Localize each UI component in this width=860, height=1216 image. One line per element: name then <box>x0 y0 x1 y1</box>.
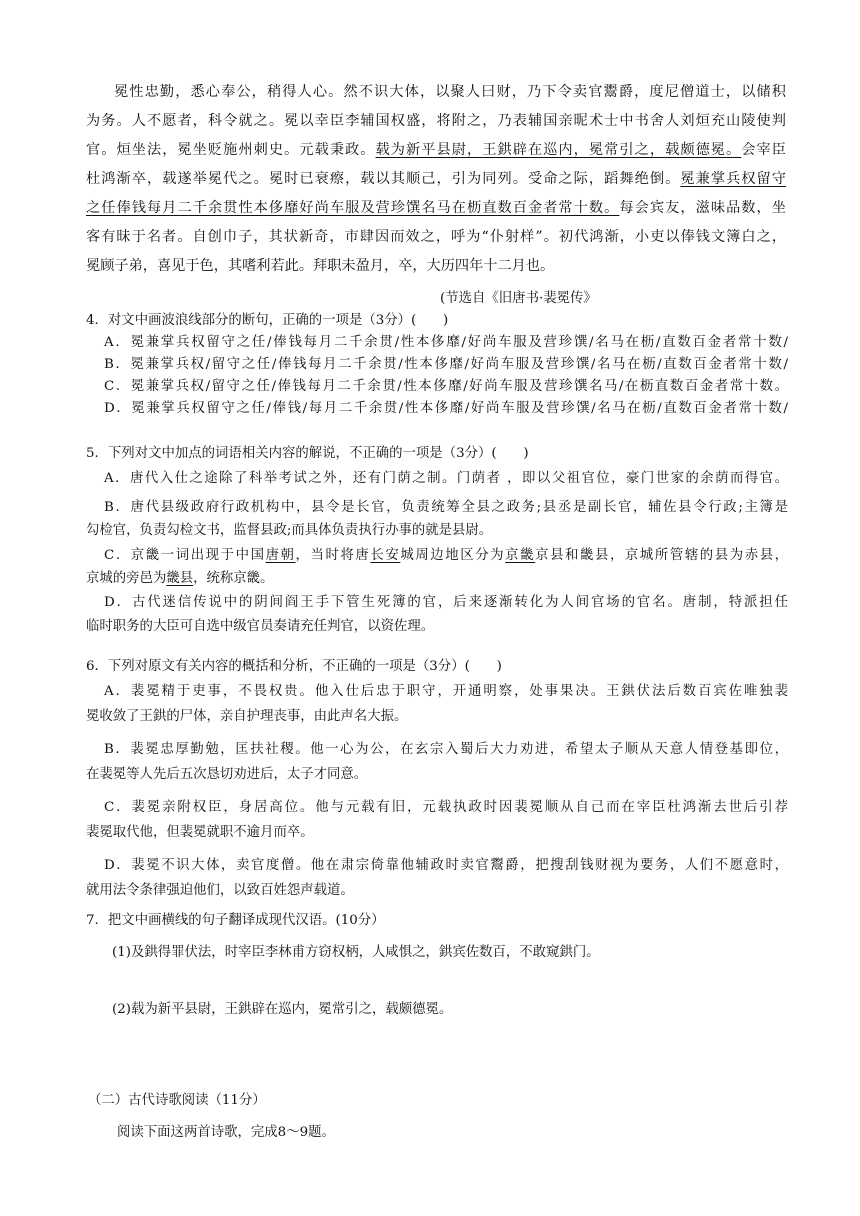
question-5-option-d: D．古代迷信传说中的阴间阎王手下管生死簿的官，后来逐渐转化为人间官场的官名。唐制，特派担任 <box>104 595 788 610</box>
question-6-option-b-cont: 在裴冕等人先后五次恳切劝进后，太子才同意。 <box>86 767 368 782</box>
question-7-sentence-2: (2)载为新平县尉，王鉷辟在巡内，冕常引之，载颇德冕。 <box>112 1002 453 1017</box>
section-2-intro: 阅读下面这两首诗歌，完成8～9题。 <box>117 1125 335 1140</box>
passage-line-6: 客有昧于名者。自创巾子，其状新奇，市肆因而效之，呼为“仆射样”。初代鸿渐，小吏以俸钱文簿白之， <box>86 229 786 245</box>
wavy-sentence-end: 之任俸钱每月二千余贯性本侈靡好尚车服及营珍馔名马在枥直数百金者常十数。 <box>86 200 620 216</box>
text: 京城的旁邑为 <box>86 571 167 586</box>
text: ，当时将唐 <box>295 548 371 563</box>
text: 京县和畿县，京城所管辖的县为赤县， <box>535 548 789 563</box>
passage-text: 会宰臣 <box>741 142 786 158</box>
question-4-stem: 4．对文中画波浪线部分的断句，正确的一项是（3分）( ) <box>86 313 449 328</box>
question-4-option-a: A．冕兼掌兵权留守之任/俸钱每月二千余贯/性本侈靡/好尚车服及营珍馔/名马在枥/直数百金者常十数/ <box>104 335 788 350</box>
question-5-option-b-cont: 勾检官，负责勾检文书，监督县政;而具体负责执行办事的就是县尉。 <box>86 523 493 538</box>
passage-line-5 <box>86 194 786 223</box>
section-2-title: （二）古代诗歌阅读（11分） <box>88 1093 266 1108</box>
question-6-option-a-cont: 冕收敛了王鉷的尸体，亲自护理丧事，由此声名大振。 <box>86 709 408 724</box>
text: 城周边地区分为 <box>400 548 506 563</box>
text: ，统称京畿。 <box>193 571 274 586</box>
dotted-term-tang: 唐朝 <box>265 548 296 563</box>
passage-text: 杜鸿渐卒，载遂举冕代之。冕时已衰瘵，载以其顺己，引为同列。受命之际，蹈舞绝倒。 <box>86 171 681 187</box>
wavy-sentence-start: 冕兼掌兵权留守 <box>680 171 786 187</box>
underlined-sentence-2: 载为新平县尉，王鉷辟在巡内，冕常引之，载颇德冕。 <box>375 142 742 158</box>
question-6-option-c: C．裴冕亲附权臣，身居高位。他与元载有旧，元载执政时因裴冕顺从自己而在宰臣杜鸿渐去世后引荐 <box>104 800 788 815</box>
question-5-option-d-cont: 临时职务的大臣可自选中级官员奏请充任判官，以资佐理。 <box>86 619 435 634</box>
passage-line-7: 冕顾子弟，喜见于色，其嗜利若此。拜职未盈月，卒，大历四年十二月也。 <box>86 258 555 274</box>
question-5-option-b: B．唐代县级政府行政机构中，县令是长官，负责统筹全县之政务;县丞是副长官，辅佐县令行政;主簿是 <box>104 500 788 515</box>
dotted-term-changan: 长安 <box>370 548 401 563</box>
passage-line-3 <box>86 136 786 165</box>
text: C．京畿一词出现于中国 <box>104 548 266 563</box>
question-5-option-c <box>104 545 788 567</box>
question-4-option-d: D．冕兼掌兵权留守之任/俸钱/每月二千余贯/性本侈靡/好尚车服及营珍馔/名马在枥/直数百金者常十数/ <box>104 401 788 416</box>
passage-line-1: 冕性忠勤，悉心奉公，稍得人心。然不识大体，以聚人曰财，乃下令卖官鬻爵，度尼僧道士，以储积 <box>114 84 786 100</box>
dotted-term-jixian: 畿县 <box>166 571 194 586</box>
passage-line-4 <box>86 165 786 194</box>
question-4-option-c: C．冕兼掌兵权/留守之任/俸钱每月二千余贯/性本侈靡/好尚车服及营珍馔名马/在枥直数百金者常十数。 <box>104 379 788 394</box>
dotted-term-jingji: 京畿 <box>505 548 536 563</box>
question-5-option-c-cont <box>86 568 786 590</box>
question-6-option-a: A．裴冕精于吏事，不畏权贵。他入仕后忠于职守，开通明察，处事果决。王鉷伏法后数百宾佐唯独裴 <box>104 684 788 699</box>
passage-source: (节选自《旧唐书·裴冕传》 <box>440 291 597 306</box>
passage-text: 官。烜坐法，冕坐贬施州刺史。元载秉政。 <box>86 142 376 158</box>
question-5-stem: 5．下列对文中加点的词语相关内容的解说，不正确的一项是（3分）( ) <box>86 446 529 461</box>
passage-text: 每会宾友，滋味品数，坐 <box>619 200 786 216</box>
passage-line-2: 为务。人不愿者，科令就之。冕以幸臣李辅国权盛，将附之，乃表辅国亲昵术士中书舍人刘烜充山陵使判 <box>86 113 786 129</box>
question-6-option-d-cont: 就用法令条律强迫他们，以致百姓怨声载道。 <box>86 883 354 898</box>
question-5-option-a: A．唐代入仕之途除了科举考试之外，还有门荫之制。门荫者 ，即以父祖官位，豪门世家的余荫而得官。 <box>104 471 788 486</box>
question-6-option-c-cont: 裴冕取代他，但裴冕就职不逾月而卒。 <box>86 825 314 840</box>
question-6-option-d: D．裴冕不识大体，卖官度僧。他在肃宗倚靠他辅政时卖官鬻爵，把搜刮钱财视为要务，人们不愿意时， <box>104 858 788 873</box>
question-6-option-b: B．裴冕忠厚勤勉，匡扶社稷。他一心为公，在玄宗入蜀后大力劝进，希望太子顺从天意人情登基即位， <box>104 742 788 757</box>
question-4-option-b: B．冕兼掌兵权/留守之任/俸钱每月二千余贯/性本侈靡/好尚车服及营珍馔/名马在枥/直数百金者常十数/ <box>104 357 788 372</box>
question-7-stem: 7．把文中画横线的句子翻译成现代汉语。(10分） <box>86 913 385 928</box>
question-6-stem: 6．下列对原文有关内容的概括和分析，不正确的一项是（3分）( ) <box>86 659 502 674</box>
question-7-sentence-1: (1)及鉷得罪伏法，时宰臣李林甫方窃权柄，人咸惧之，鉷宾佐数百，不敢窥鉷门。 <box>112 945 600 960</box>
